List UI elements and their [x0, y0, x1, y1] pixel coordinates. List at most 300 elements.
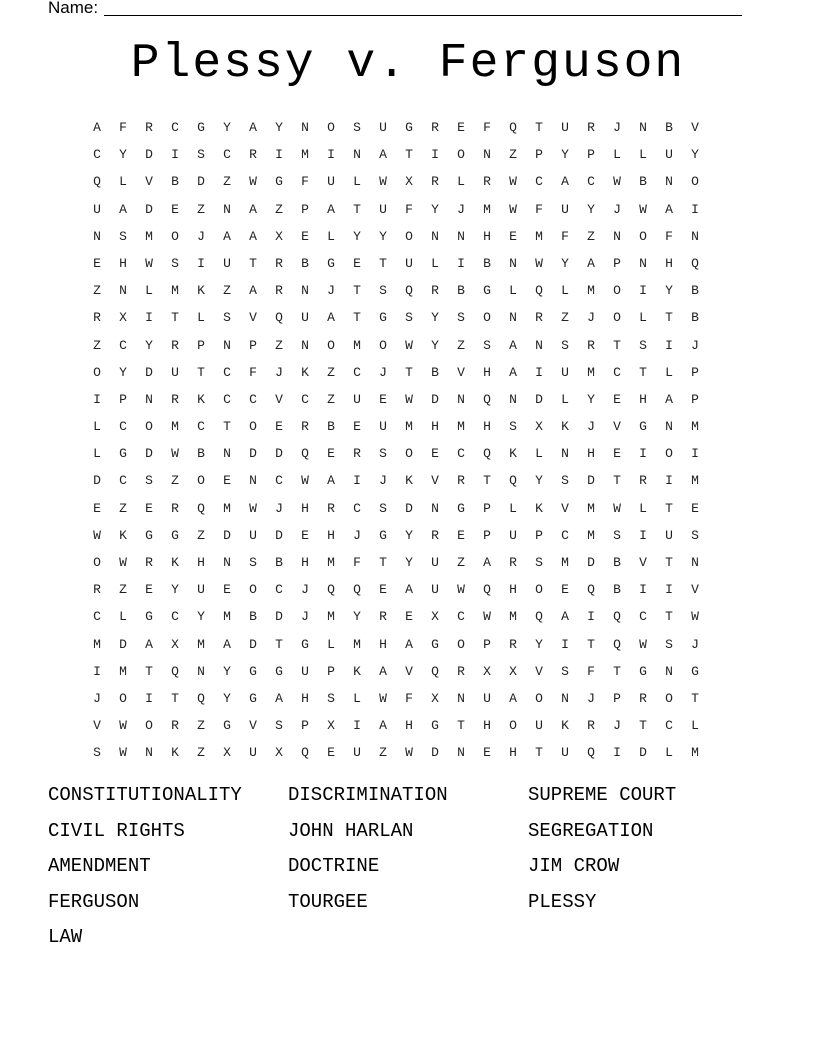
grid-letter: C [457, 446, 465, 462]
grid-letter: P [119, 391, 127, 407]
grid-letter: X [535, 419, 543, 435]
grid-letter: R [431, 120, 439, 135]
grid-letter: L [535, 446, 543, 462]
grid-letter: I [613, 745, 621, 761]
grid-letter: G [327, 255, 335, 271]
grid-letter: A [275, 690, 283, 706]
grid-letter: N [301, 120, 309, 135]
grid-letter: V [431, 473, 439, 489]
grid-letter: H [301, 690, 309, 706]
grid-letter: Q [613, 636, 621, 652]
grid-letter: O [691, 174, 699, 190]
grid-letter: O [613, 283, 621, 299]
grid-letter: R [327, 500, 335, 516]
grid-letter: U [249, 527, 257, 543]
grid-letter: R [249, 147, 257, 163]
grid-letter: L [457, 174, 465, 190]
grid-letter: B [613, 555, 621, 570]
grid-letter: W [613, 174, 621, 190]
grid-letter: H [197, 555, 205, 570]
grid-letter: M [457, 419, 465, 435]
grid-letter: J [587, 690, 595, 706]
grid-letter: P [483, 527, 491, 543]
grid-letter: Y [223, 663, 231, 679]
grid-letter: U [509, 527, 517, 543]
grid-letter: D [275, 446, 283, 462]
grid-letter: O [93, 364, 101, 380]
grid-letter: N [665, 663, 673, 679]
grid-letter: M [223, 500, 231, 516]
grid-letter: U [197, 582, 205, 598]
grid-letter: Q [197, 690, 205, 706]
grid-letter: W [639, 636, 647, 652]
grid-letter: C [119, 337, 127, 353]
page-title: Plessy v. Ferguson [130, 37, 686, 91]
grid-letter: B [665, 120, 673, 135]
grid-letter: V [145, 174, 153, 190]
grid-letter: Z [561, 310, 569, 326]
grid-letter: Y [223, 120, 231, 135]
grid-letter: F [405, 690, 413, 706]
grid-letter: Q [301, 745, 309, 761]
grid-letter: Q [327, 582, 335, 598]
grid-letter: R [379, 609, 387, 625]
grid-letter: S [691, 527, 699, 543]
grid-letter: V [561, 500, 569, 516]
grid-letter: S [353, 120, 361, 135]
grid-letter: T [665, 310, 673, 326]
grid-letter: Z [457, 337, 465, 353]
grid-letter: T [639, 718, 647, 734]
grid-letter: E [171, 201, 179, 217]
grid-letter: A [145, 636, 153, 652]
grid-letter: A [249, 120, 257, 135]
grid-letter: G [639, 663, 647, 679]
grid-letter: L [613, 147, 621, 163]
grid-letter: O [639, 228, 647, 244]
grid-letter: Y [431, 201, 439, 217]
grid-letter: M [691, 473, 699, 489]
grid-letter: C [171, 120, 179, 135]
grid-letter: S [93, 745, 101, 761]
grid-letter: S [379, 283, 387, 299]
grid-letter: Q [509, 120, 517, 135]
grid-letter: B [197, 446, 205, 462]
grid-letter: M [223, 609, 231, 625]
grid-letter: D [145, 201, 153, 217]
grid-letter: R [431, 174, 439, 190]
word-bank-item: DOCTRINE [288, 855, 380, 877]
grid-letter: E [509, 228, 517, 244]
grid-letter: V [93, 718, 101, 734]
grid-letter: R [587, 337, 595, 353]
grid-letter: Q [405, 283, 413, 299]
grid-letter: G [119, 446, 127, 462]
grid-letter: P [691, 364, 699, 380]
grid-letter: U [535, 718, 543, 734]
grid-letter: D [535, 391, 543, 407]
grid-letter: L [639, 147, 647, 163]
grid-letter: W [119, 718, 127, 734]
grid-letter: N [223, 555, 231, 570]
grid-letter: P [613, 255, 621, 271]
grid-letter: U [379, 120, 387, 135]
grid-letter: I [639, 582, 647, 598]
grid-letter: U [301, 310, 309, 326]
grid-letter: B [431, 364, 439, 380]
grid-letter: Z [275, 337, 283, 353]
grid-letter: W [405, 745, 413, 761]
grid-letter: Z [93, 283, 101, 299]
grid-letter: H [587, 446, 595, 462]
grid-letter: T [587, 636, 595, 652]
grid-letter: O [197, 473, 205, 489]
grid-letter: C [275, 582, 283, 598]
grid-letter: J [301, 609, 309, 625]
grid-letter: P [301, 201, 309, 217]
grid-letter: P [249, 337, 257, 353]
grid-letter: W [405, 337, 413, 353]
grid-letter: H [483, 718, 491, 734]
grid-letter: I [93, 663, 101, 679]
grid-letter: S [171, 255, 179, 271]
grid-letter: J [457, 201, 465, 217]
grid-letter: F [301, 174, 309, 190]
grid-letter: X [275, 228, 283, 244]
grid-letter: Z [223, 174, 231, 190]
grid-letter: Y [587, 201, 595, 217]
grid-letter: E [223, 582, 231, 598]
grid-letter: Y [275, 120, 283, 135]
grid-letter: I [639, 446, 647, 462]
grid-letter: A [561, 609, 569, 625]
grid-letter: O [509, 718, 517, 734]
grid-letter: A [327, 201, 335, 217]
grid-letter: S [197, 147, 205, 163]
grid-letter: T [535, 745, 543, 761]
grid-letter: X [509, 663, 517, 679]
grid-letter: P [587, 147, 595, 163]
grid-letter: I [457, 255, 465, 271]
grid-letter: O [145, 718, 153, 734]
grid-letter: T [275, 636, 283, 652]
grid-letter: Q [587, 582, 595, 598]
grid-letter: N [561, 690, 569, 706]
grid-letter: K [405, 473, 413, 489]
grid-letter: A [405, 636, 413, 652]
grid-letter: I [327, 147, 335, 163]
letter-grid [84, 114, 708, 767]
grid-letter: Z [275, 201, 283, 217]
grid-letter: Q [691, 255, 699, 271]
grid-letter: D [431, 745, 439, 761]
grid-letter: R [145, 555, 153, 570]
grid-letter: B [327, 419, 335, 435]
grid-letter: F [535, 201, 543, 217]
grid-letter: S [379, 500, 387, 516]
grid-letter: D [93, 473, 101, 489]
grid-letter: Y [119, 364, 127, 380]
grid-letter: I [275, 147, 283, 163]
grid-letter: E [379, 391, 387, 407]
grid-letter: P [535, 147, 543, 163]
grid-letter: Q [535, 609, 543, 625]
grid-letter: X [119, 310, 127, 326]
grid-letter: D [145, 446, 153, 462]
grid-letter: N [93, 228, 101, 244]
grid-letter: T [457, 718, 465, 734]
grid-letter: Y [119, 147, 127, 163]
grid-letter: M [587, 364, 595, 380]
grid-letter: V [613, 419, 621, 435]
grid-letter: J [587, 310, 595, 326]
grid-letter: L [353, 690, 361, 706]
grid-letter: Q [587, 745, 595, 761]
grid-letter: X [223, 745, 231, 761]
grid-letter: S [535, 555, 543, 570]
grid-letter: O [119, 690, 127, 706]
grid-letter: K [171, 745, 179, 761]
grid-letter: E [301, 527, 309, 543]
grid-letter: A [379, 147, 387, 163]
grid-letter: S [145, 473, 153, 489]
grid-letter: T [405, 364, 413, 380]
name-label: Name: [48, 0, 99, 17]
grid-letter: T [379, 255, 387, 271]
grid-letter: C [93, 147, 101, 163]
grid-letter: U [561, 745, 569, 761]
grid-letter: G [431, 636, 439, 652]
word-bank-item: JIM CROW [528, 855, 620, 877]
grid-letter: G [249, 690, 257, 706]
grid-letter: Q [483, 391, 491, 407]
grid-letter: N [249, 473, 257, 489]
word-bank-item: AMENDMENT [48, 855, 151, 877]
grid-letter: U [171, 364, 179, 380]
grid-letter: S [275, 718, 283, 734]
grid-letter: O [93, 555, 101, 570]
grid-letter: X [431, 690, 439, 706]
grid-letter: S [405, 310, 413, 326]
grid-letter: C [587, 174, 595, 190]
grid-letter: S [327, 690, 335, 706]
grid-letter: F [249, 364, 257, 380]
grid-letter: G [249, 663, 257, 679]
grid-letter: S [457, 310, 465, 326]
grid-letter: V [249, 718, 257, 734]
grid-letter: H [483, 419, 491, 435]
grid-letter: T [223, 419, 231, 435]
grid-letter: E [93, 500, 101, 516]
grid-letter: U [561, 364, 569, 380]
grid-letter: I [665, 473, 673, 489]
grid-letter: Y [379, 228, 387, 244]
grid-letter: B [301, 255, 309, 271]
grid-letter: Y [431, 337, 439, 353]
grid-letter: F [353, 555, 361, 570]
grid-letter: I [691, 201, 699, 217]
word-bank [48, 782, 768, 960]
grid-letter: V [275, 391, 283, 407]
grid-letter: R [353, 446, 361, 462]
grid-letter: O [457, 147, 465, 163]
grid-letter: M [327, 609, 335, 625]
grid-letter: R [431, 283, 439, 299]
grid-letter: C [223, 364, 231, 380]
grid-letter: T [249, 255, 257, 271]
grid-letter: T [665, 609, 673, 625]
grid-letter: Y [561, 147, 569, 163]
grid-letter: A [379, 718, 387, 734]
grid-letter: E [457, 120, 465, 135]
grid-letter: E [483, 745, 491, 761]
grid-letter: S [223, 310, 231, 326]
word-bank-item: JOHN HARLAN [288, 819, 414, 842]
grid-letter: W [405, 391, 413, 407]
grid-letter: I [535, 364, 543, 380]
grid-letter: U [483, 690, 491, 706]
grid-letter: U [249, 745, 257, 761]
grid-letter: R [145, 120, 153, 135]
grid-letter: T [379, 555, 387, 570]
grid-letter: N [223, 446, 231, 462]
grid-letter: M [509, 609, 517, 625]
grid-letter: D [431, 391, 439, 407]
grid-letter: R [275, 283, 283, 299]
grid-letter: G [379, 527, 387, 543]
grid-letter: Z [197, 201, 205, 217]
grid-letter: L [639, 310, 647, 326]
grid-letter: A [223, 636, 231, 652]
grid-letter: H [431, 419, 439, 435]
grid-letter: L [353, 174, 361, 190]
grid-letter: L [639, 500, 647, 516]
grid-letter: L [145, 283, 153, 299]
grid-letter: A [327, 310, 335, 326]
grid-letter: N [431, 228, 439, 244]
grid-letter: V [457, 364, 465, 380]
grid-letter: O [327, 120, 335, 135]
grid-letter: E [327, 446, 335, 462]
grid-letter: N [561, 446, 569, 462]
grid-letter: I [93, 391, 101, 407]
grid-letter: H [509, 582, 517, 598]
grid-letter: O [535, 582, 543, 598]
grid-letter: O [379, 337, 387, 353]
grid-letter: E [353, 419, 361, 435]
grid-letter: Y [353, 609, 361, 625]
grid-letter: N [535, 337, 543, 353]
grid-letter: T [613, 337, 621, 353]
grid-letter: H [509, 745, 517, 761]
grid-letter: E [431, 446, 439, 462]
grid-letter: N [665, 174, 673, 190]
grid-letter: I [639, 527, 647, 543]
grid-letter: L [509, 500, 517, 516]
grid-letter: C [457, 609, 465, 625]
grid-letter: S [119, 228, 127, 244]
grid-letter: E [561, 582, 569, 598]
grid-letter: I [665, 337, 673, 353]
word-bank-item: DISCRIMINATION [288, 784, 448, 806]
grid-letter: G [483, 283, 491, 299]
grid-letter: I [353, 473, 361, 489]
grid-letter: P [483, 500, 491, 516]
grid-letter: D [145, 364, 153, 380]
grid-letter: L [119, 174, 127, 190]
grid-letter: B [691, 283, 699, 299]
grid-letter: L [561, 283, 569, 299]
grid-letter: T [483, 473, 491, 489]
grid-letter: Y [145, 337, 153, 353]
grid-letter: R [93, 310, 101, 326]
grid-letter: G [405, 120, 413, 135]
grid-letter: E [379, 582, 387, 598]
grid-letter: W [535, 255, 543, 271]
grid-letter: Z [223, 283, 231, 299]
grid-letter: M [145, 228, 153, 244]
grid-letter: H [639, 391, 647, 407]
grid-letter: R [587, 120, 595, 135]
word-bank-item: LAW [48, 926, 83, 948]
grid-letter: L [431, 255, 439, 271]
grid-letter: A [93, 120, 101, 135]
grid-letter: M [691, 419, 699, 435]
grid-letter: Z [171, 473, 179, 489]
grid-letter: A [249, 283, 257, 299]
grid-letter: P [197, 337, 205, 353]
grid-letter: T [665, 500, 673, 516]
grid-letter: Y [691, 147, 699, 163]
grid-letter: E [145, 582, 153, 598]
grid-letter: E [223, 473, 231, 489]
grid-letter: Q [613, 609, 621, 625]
grid-letter: R [587, 718, 595, 734]
grid-letter: N [353, 147, 361, 163]
grid-letter: E [93, 255, 101, 271]
grid-letter: Q [93, 174, 101, 190]
grid-letter: F [483, 120, 491, 135]
grid-letter: K [171, 555, 179, 570]
grid-letter: Z [197, 527, 205, 543]
grid-letter: W [249, 174, 257, 190]
word-bank-item: FERGUSON [48, 890, 140, 913]
grid-letter: S [665, 636, 673, 652]
grid-letter: W [119, 555, 127, 570]
grid-letter: G [457, 500, 465, 516]
grid-letter: H [379, 636, 387, 652]
grid-letter: T [613, 663, 621, 679]
grid-letter: D [119, 636, 127, 652]
grid-letter: W [483, 609, 491, 625]
grid-letter: N [457, 690, 465, 706]
grid-letter: M [405, 419, 413, 435]
grid-letter: W [301, 473, 309, 489]
grid-letter: J [327, 283, 335, 299]
grid-letter: N [639, 255, 647, 271]
grid-letter: V [535, 663, 543, 679]
grid-letter: B [483, 255, 491, 271]
grid-letter: U [431, 582, 439, 598]
grid-letter: N [457, 745, 465, 761]
grid-letter: N [197, 663, 205, 679]
grid-letter: J [275, 364, 283, 380]
grid-letter: M [197, 636, 205, 652]
grid-letter: N [457, 391, 465, 407]
grid-letter: W [613, 500, 621, 516]
grid-letter: S [379, 446, 387, 462]
grid-letter: B [275, 555, 283, 570]
